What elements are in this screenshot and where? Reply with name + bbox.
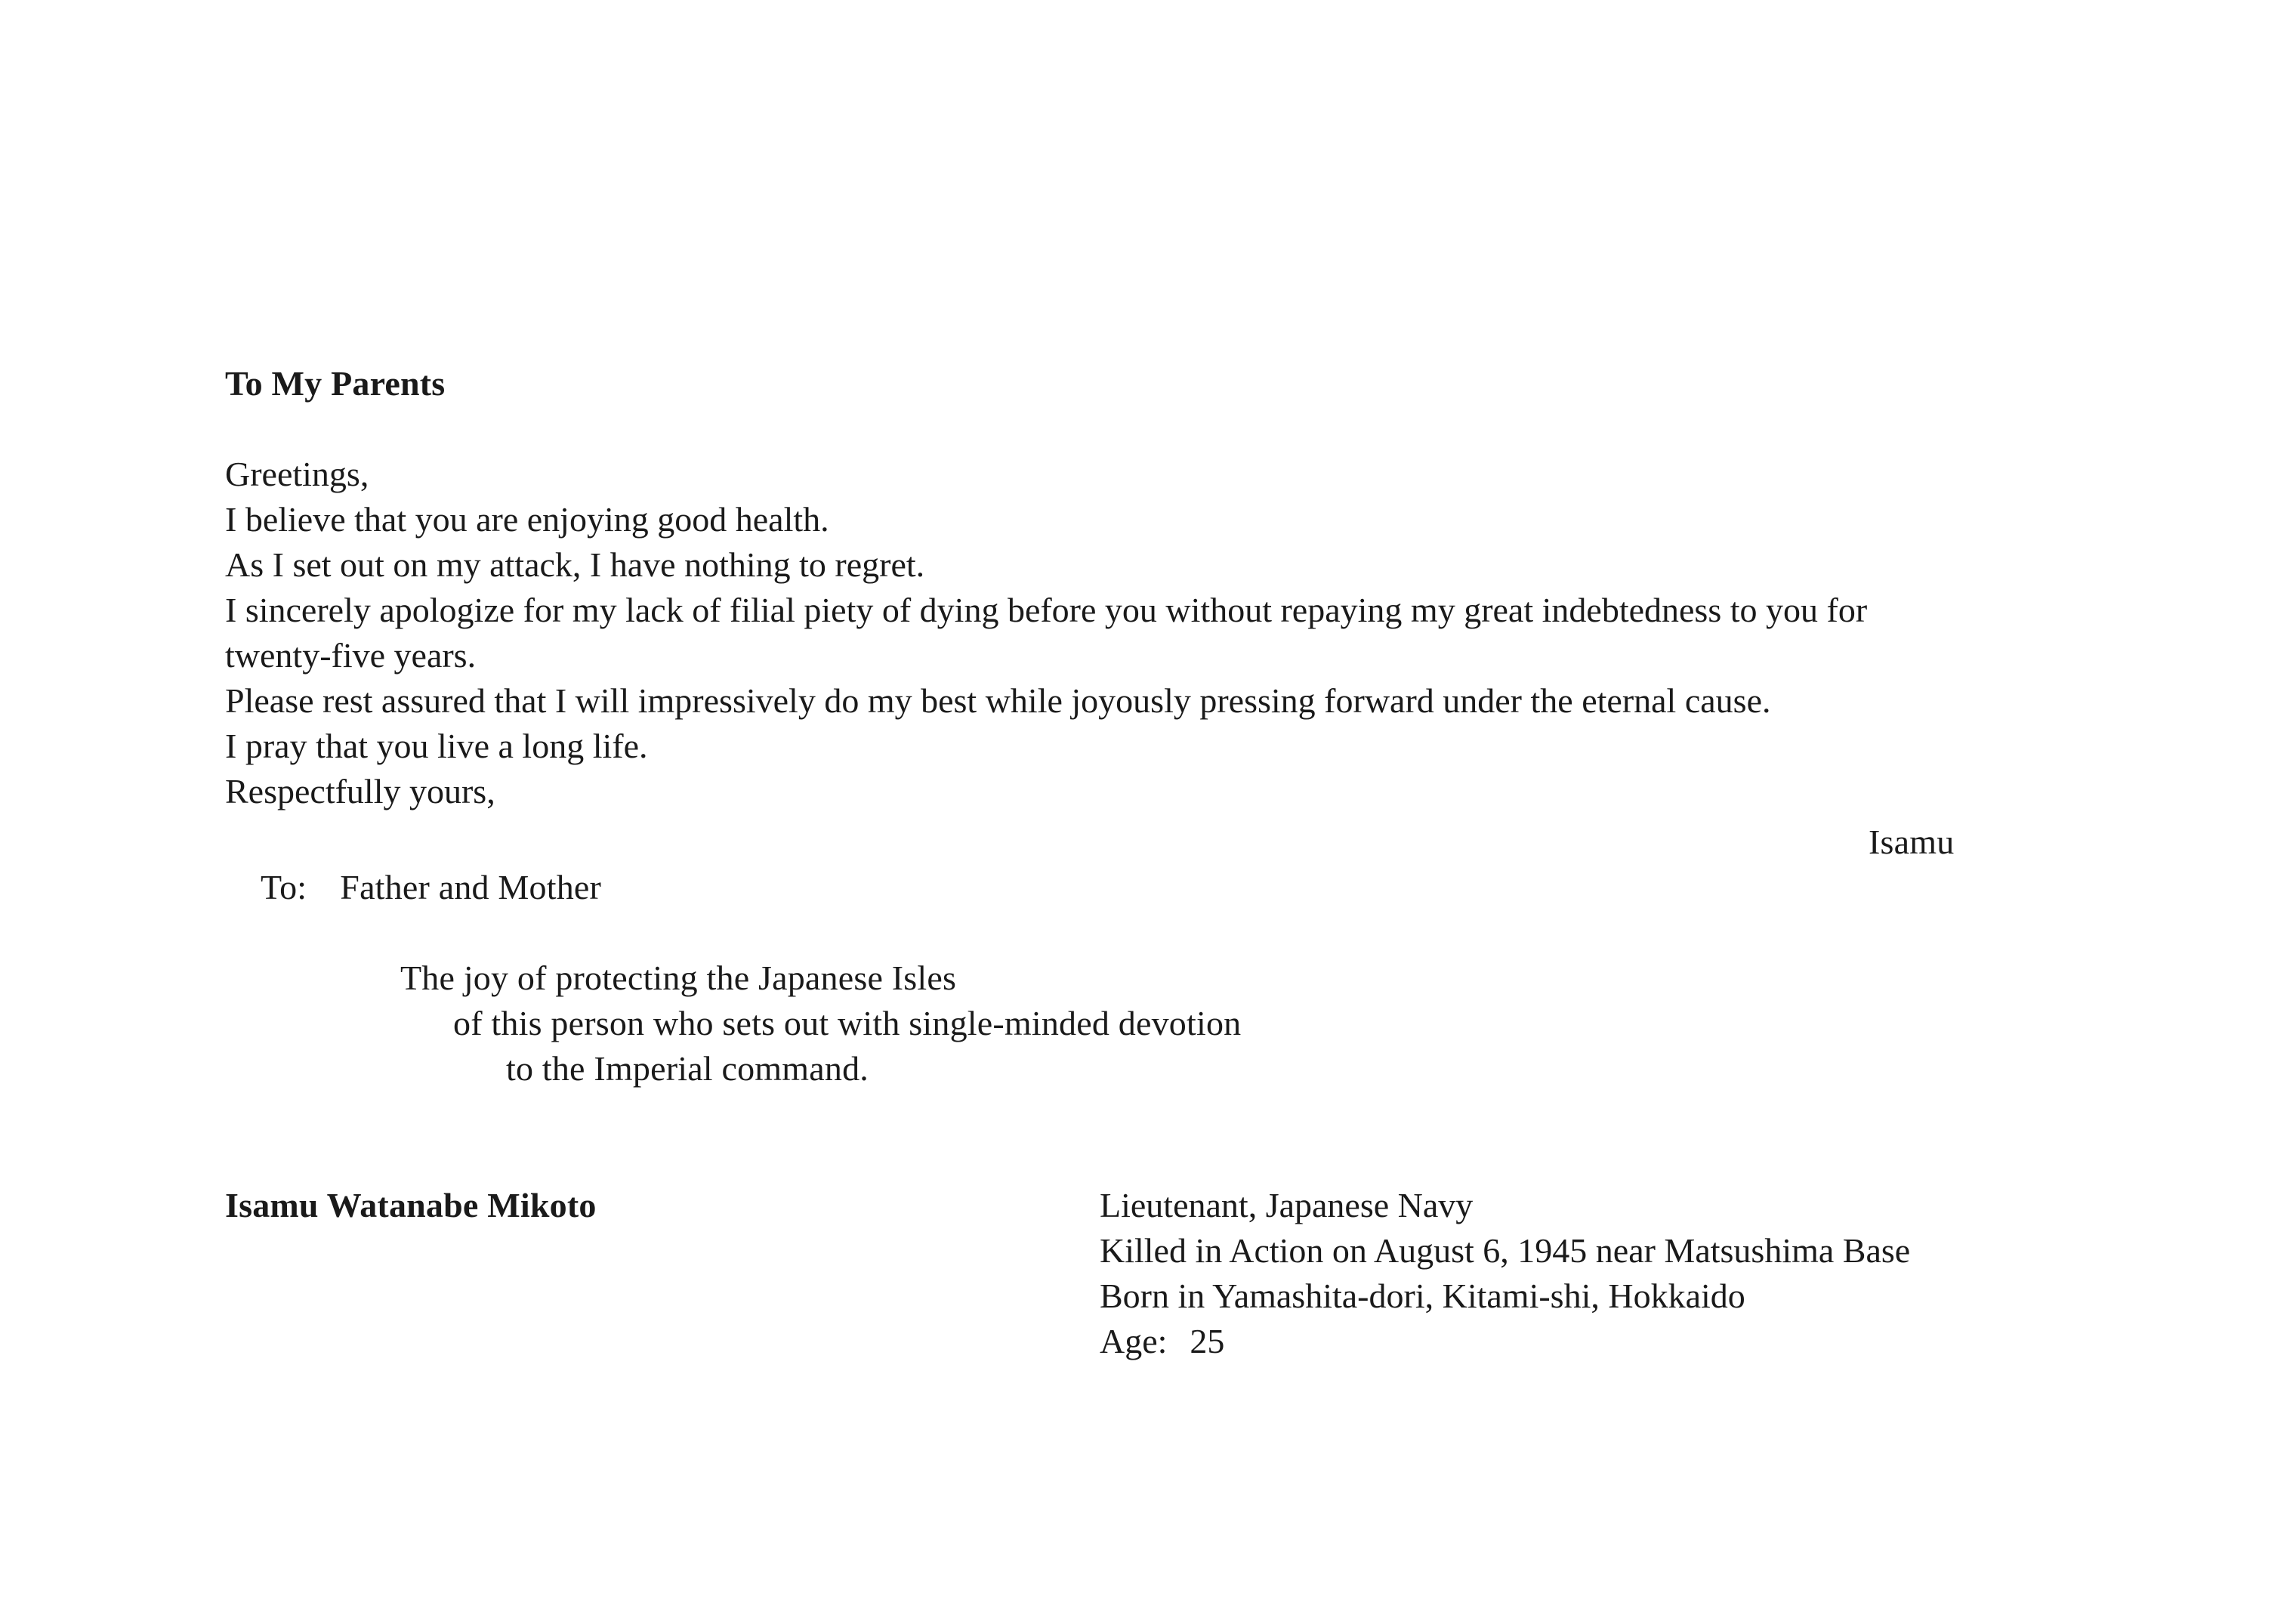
- age-value: 25: [1190, 1322, 1225, 1360]
- letter-body: [225, 452, 2113, 814]
- author-info: [1100, 1183, 1910, 1364]
- letter-body-line: I believe that you are enjoying good health.: [225, 500, 829, 539]
- recipient-line: [261, 865, 601, 910]
- author-birthplace: Born in Yamashita-dori, Kitami-shi, Hokkaido: [1100, 1277, 1745, 1315]
- letter-body-line: I sincerely apologize for my lack of filial piety of dying before you without repaying my great indebtedness to you for: [225, 591, 1868, 629]
- poem-line: The joy of protecting the Japanese Isles: [400, 959, 957, 997]
- letter-body-line: As I set out on my attack, I have nothing to regret.: [225, 545, 925, 584]
- letter-body-line: Please rest assured that I will impressively do my best while joyously pressing forward under the eternal cause.: [225, 681, 1771, 720]
- letter-body-line: I pray that you live a long life.: [225, 727, 648, 765]
- letter-closing: Respectfully yours,: [225, 772, 495, 810]
- author-death: Killed in Action on August 6, 1945 near Matsushima Base: [1100, 1231, 1911, 1270]
- recipient-label: To:: [261, 868, 307, 906]
- author-rank: Lieutenant, Japanese Navy: [1100, 1186, 1474, 1224]
- age-label: Age:: [1100, 1322, 1168, 1360]
- author-name: Isamu Watanabe Mikoto: [225, 1186, 597, 1224]
- author-age: [1100, 1319, 1910, 1364]
- letter-title: To My Parents: [225, 364, 446, 403]
- letter-greeting: Greetings,: [225, 455, 369, 493]
- poem-line: of this person who sets out with single-minded devotion: [453, 1004, 1242, 1042]
- letter-body-line: twenty-five years.: [225, 636, 477, 675]
- letter-signature: Isamu: [1869, 823, 1955, 861]
- recipient-name: Father and Mother: [340, 868, 602, 906]
- poem-line: to the Imperial command.: [506, 1049, 869, 1088]
